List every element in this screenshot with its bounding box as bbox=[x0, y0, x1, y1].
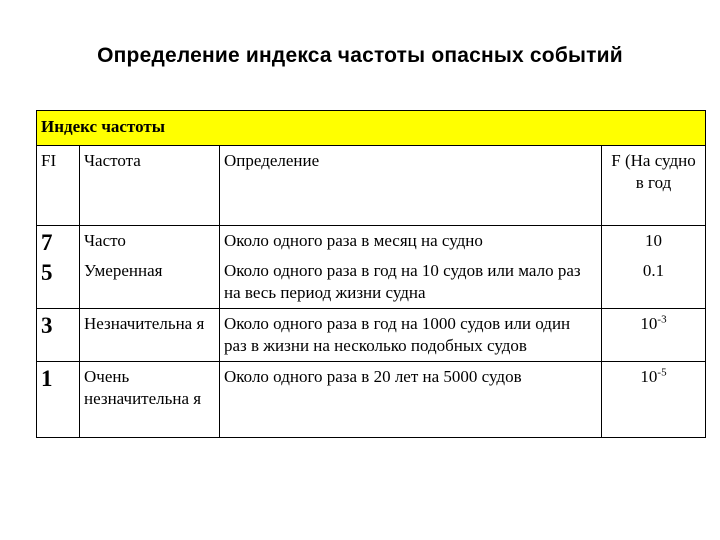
fi-value: 1 bbox=[41, 366, 53, 391]
fi-value: 3 bbox=[41, 313, 53, 338]
table-header-row bbox=[37, 146, 706, 226]
f-cell bbox=[602, 226, 706, 261]
table-row bbox=[37, 309, 706, 362]
fi-cell bbox=[37, 362, 80, 438]
table-row bbox=[37, 362, 706, 438]
fi-cell bbox=[37, 226, 80, 261]
definition-cell: Около одного раза в 20 лет на 5000 судов bbox=[220, 362, 602, 438]
fi-cell bbox=[37, 260, 80, 309]
f-cell bbox=[602, 260, 706, 309]
page-title: Определение индекса частоты опасных событий bbox=[97, 44, 623, 67]
f-base: 10 bbox=[645, 231, 662, 250]
table-row bbox=[37, 260, 706, 309]
table-caption: Индекс частоты bbox=[37, 111, 706, 146]
definition-cell: Около одного раза в год на 10 судов или мало раз на весь период жизни судна bbox=[220, 260, 602, 309]
definition-cell: Около одного раза в год на 1000 судов или один раз в жизни на несколько подобных судов bbox=[220, 309, 602, 362]
f-base: 10 bbox=[640, 314, 658, 333]
f-cell bbox=[602, 309, 706, 362]
definition-cell: Около одного раза в месяц на судно bbox=[220, 226, 602, 261]
table-caption-row bbox=[37, 111, 706, 146]
header-f: F (На судно в год bbox=[602, 146, 706, 226]
frequency-index-table bbox=[36, 110, 706, 438]
f-base: 0.1 bbox=[642, 261, 665, 280]
f-exponent: -3 bbox=[657, 313, 667, 326]
header-fi: FI bbox=[37, 146, 80, 226]
frequency-cell: Незначительна я bbox=[80, 309, 220, 362]
table-row bbox=[37, 226, 706, 261]
frequency-cell: Часто bbox=[80, 226, 220, 261]
f-exponent: -5 bbox=[657, 366, 667, 379]
fi-value: 7 bbox=[41, 230, 53, 255]
f-cell bbox=[602, 362, 706, 438]
fi-cell bbox=[37, 309, 80, 362]
frequency-cell: Умеренная bbox=[80, 260, 220, 309]
frequency-cell: Очень незначительна я bbox=[80, 362, 220, 438]
fi-value: 5 bbox=[41, 260, 53, 285]
header-definition: Определение bbox=[220, 146, 602, 226]
f-base: 10 bbox=[640, 367, 658, 386]
header-frequency: Частота bbox=[80, 146, 220, 226]
